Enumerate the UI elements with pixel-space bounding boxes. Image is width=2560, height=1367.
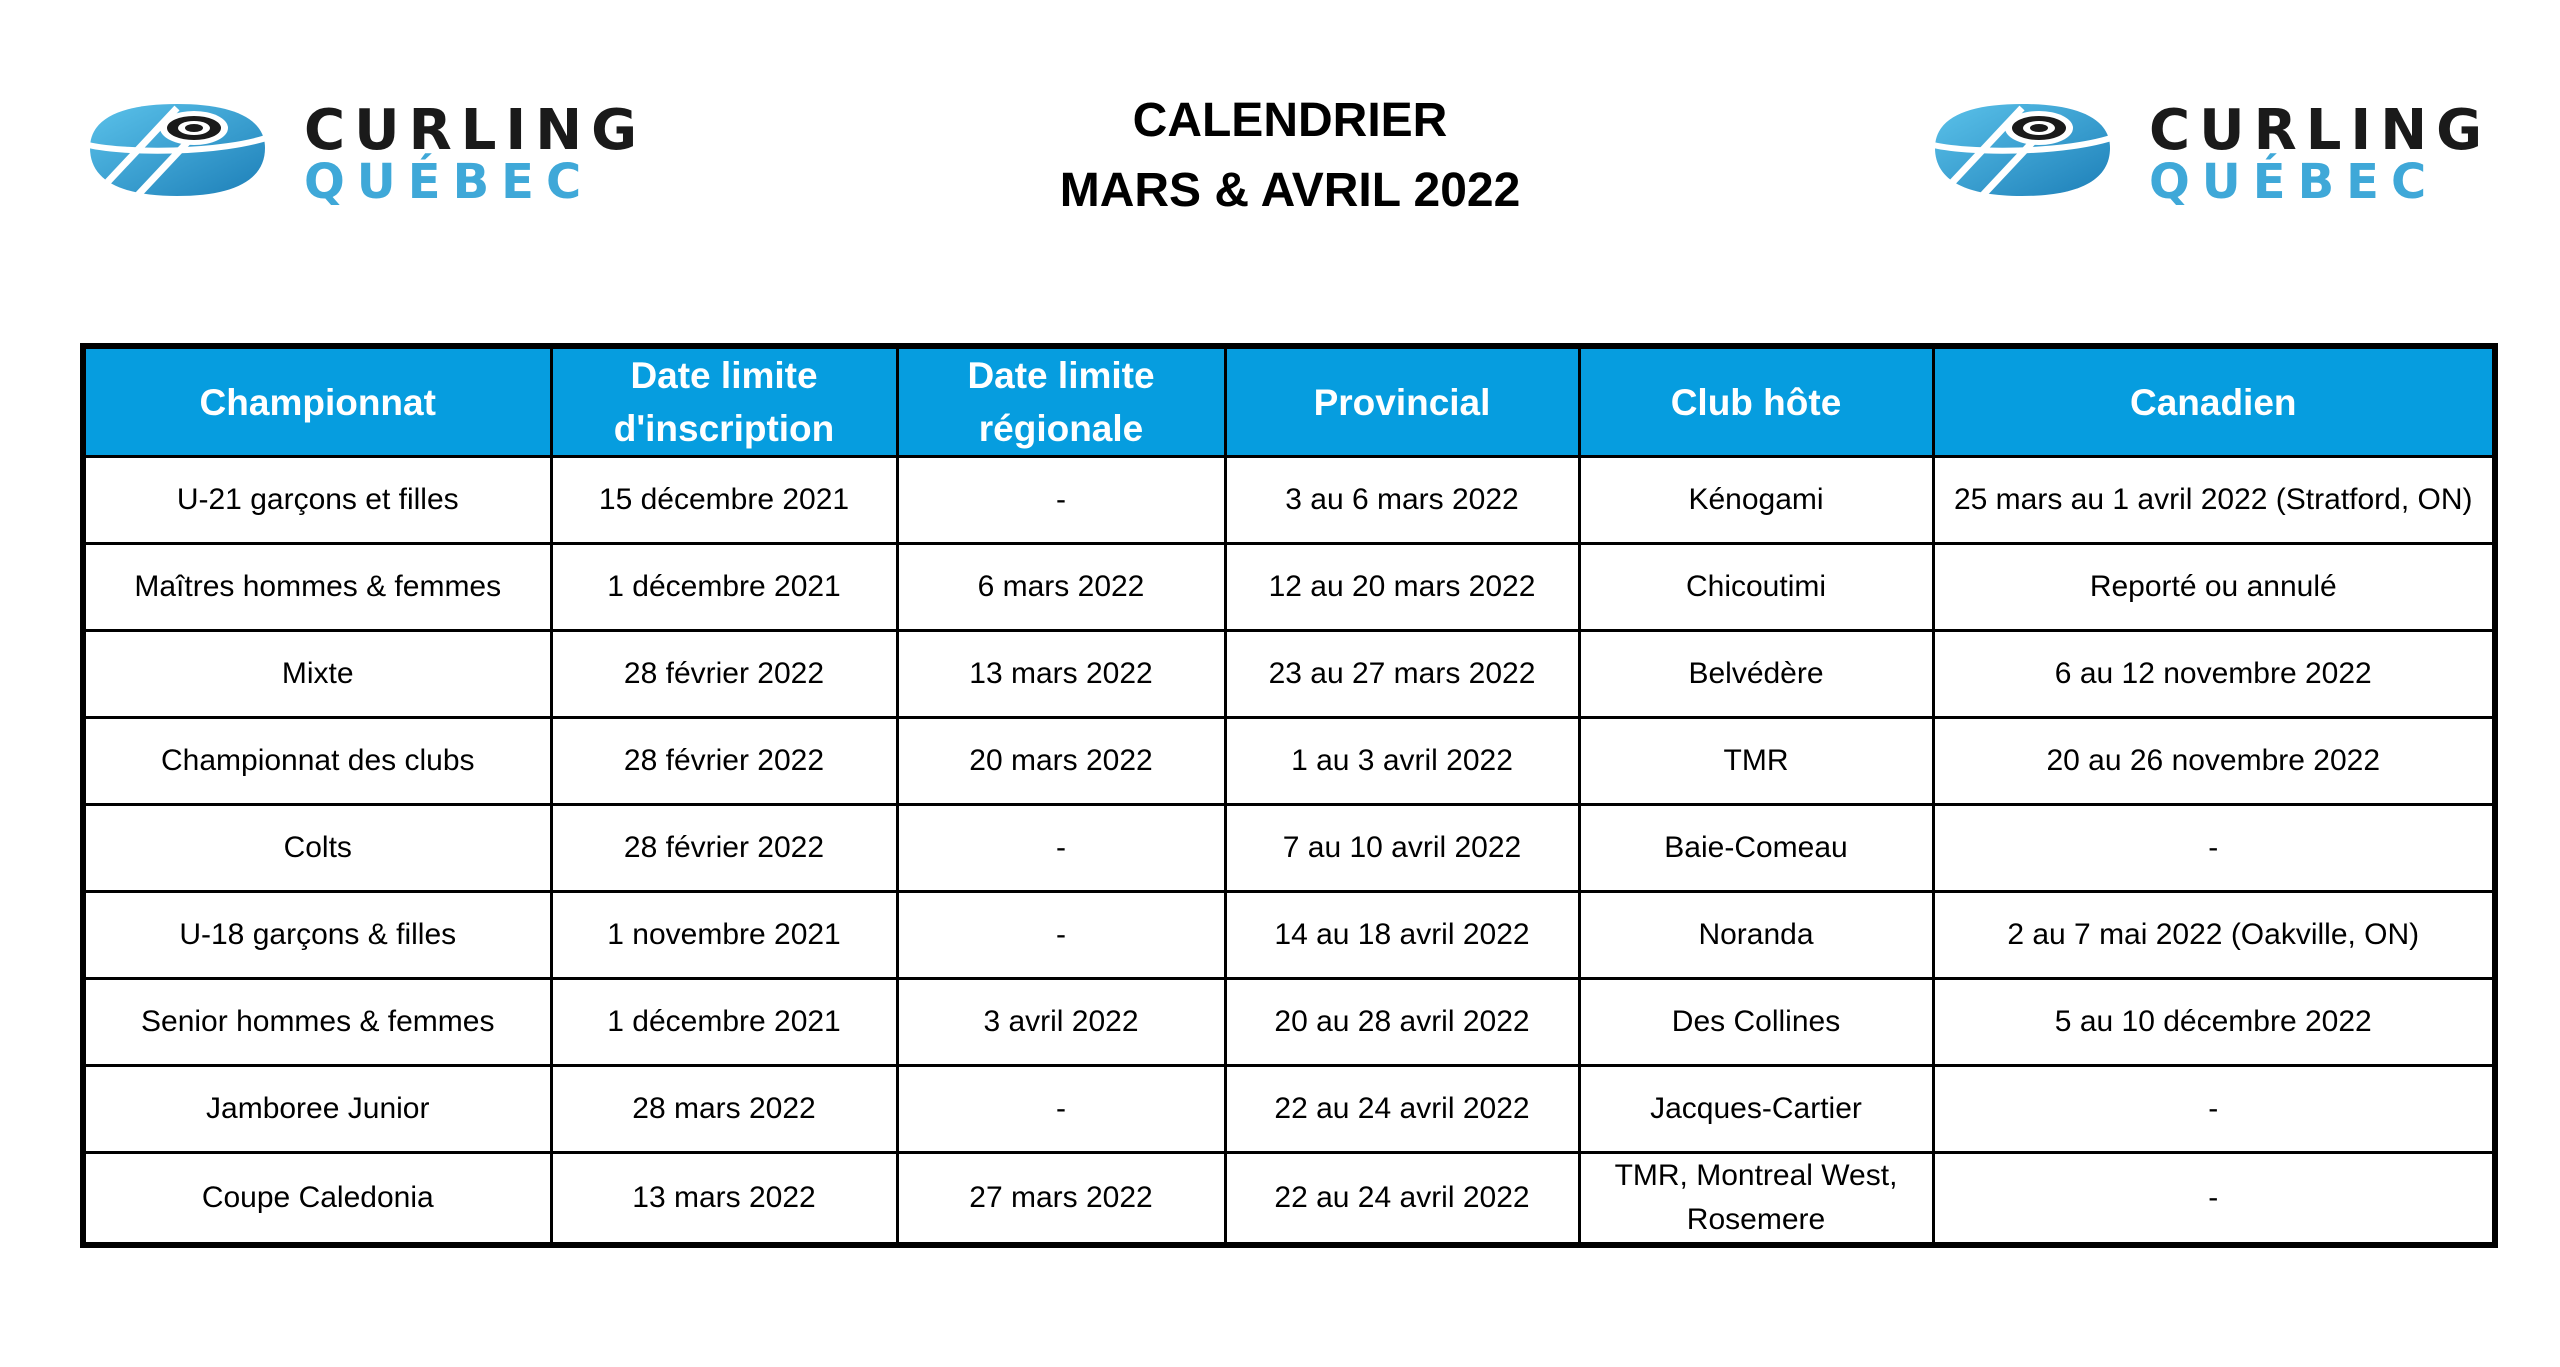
cell-date-regionale: 3 avril 2022 bbox=[897, 979, 1225, 1066]
cell-canadien: 25 mars au 1 avril 2022 (Stratford, ON) bbox=[1933, 457, 2495, 544]
cell-canadien: 20 au 26 novembre 2022 bbox=[1933, 718, 2495, 805]
cell-canadien: 2 au 7 mai 2022 (Oakville, ON) bbox=[1933, 892, 2495, 979]
table-row bbox=[83, 1153, 2495, 1246]
logo-quebec-text: QUÉBEC bbox=[304, 154, 594, 206]
header-club-hote: Club hôte bbox=[1579, 346, 1933, 457]
table-row bbox=[83, 979, 2495, 1066]
cell-date-regionale: - bbox=[897, 805, 1225, 892]
cell-date-regionale: - bbox=[897, 892, 1225, 979]
title-line-1: CALENDRIER bbox=[1132, 94, 1448, 147]
cell-club-hote: Jacques-Cartier bbox=[1579, 1066, 1933, 1153]
cell-championnat: Maîtres hommes & femmes bbox=[83, 544, 551, 631]
cell-canadien: - bbox=[1933, 1066, 2495, 1153]
cell-provincial: 23 au 27 mars 2022 bbox=[1225, 631, 1579, 718]
cell-provincial: 1 au 3 avril 2022 bbox=[1225, 718, 1579, 805]
cell-championnat: Mixte bbox=[83, 631, 551, 718]
cell-canadien: - bbox=[1933, 805, 2495, 892]
logo-quebec-text: QUÉBEC bbox=[2149, 154, 2439, 206]
cell-provincial: 7 au 10 avril 2022 bbox=[1225, 805, 1579, 892]
cell-canadien: - bbox=[1933, 1153, 2495, 1246]
cell-provincial: 12 au 20 mars 2022 bbox=[1225, 544, 1579, 631]
cell-provincial: 3 au 6 mars 2022 bbox=[1225, 457, 1579, 544]
cell-date-inscription: 13 mars 2022 bbox=[551, 1153, 897, 1246]
curling-stone-icon bbox=[1927, 96, 2502, 206]
cell-canadien: 6 au 12 novembre 2022 bbox=[1933, 631, 2495, 718]
cell-canadien: Reporté ou annulé bbox=[1933, 544, 2495, 631]
curling-quebec-logo-right bbox=[1927, 96, 2502, 206]
table-row bbox=[83, 631, 2495, 718]
cell-club-hote: Kénogami bbox=[1579, 457, 1933, 544]
table-row bbox=[83, 1066, 2495, 1153]
page-title bbox=[880, 86, 1700, 226]
cell-date-inscription: 28 février 2022 bbox=[551, 631, 897, 718]
cell-provincial: 22 au 24 avril 2022 bbox=[1225, 1153, 1579, 1246]
cell-date-inscription: 15 décembre 2021 bbox=[551, 457, 897, 544]
cell-championnat: Senior hommes & femmes bbox=[83, 979, 551, 1066]
cell-date-inscription: 28 février 2022 bbox=[551, 718, 897, 805]
cell-date-inscription: 1 décembre 2021 bbox=[551, 979, 897, 1066]
championship-schedule-table bbox=[80, 343, 2498, 1248]
logo-curling-text: CURLING bbox=[2149, 98, 2492, 163]
header-championnat: Championnat bbox=[83, 346, 551, 457]
title-line-2: MARS & AVRIL 2022 bbox=[1059, 164, 1521, 217]
cell-provincial: 14 au 18 avril 2022 bbox=[1225, 892, 1579, 979]
table-header-row bbox=[83, 346, 2495, 457]
table-row bbox=[83, 718, 2495, 805]
cell-club-hote: TMR bbox=[1579, 718, 1933, 805]
cell-club-hote: Chicoutimi bbox=[1579, 544, 1933, 631]
cell-club-hote: TMR, Montreal West, Rosemere bbox=[1579, 1153, 1933, 1246]
cell-date-regionale: 6 mars 2022 bbox=[897, 544, 1225, 631]
cell-date-regionale: 27 mars 2022 bbox=[897, 1153, 1225, 1246]
cell-championnat: Coupe Caledonia bbox=[83, 1153, 551, 1246]
cell-canadien: 5 au 10 décembre 2022 bbox=[1933, 979, 2495, 1066]
cell-club-hote: Des Collines bbox=[1579, 979, 1933, 1066]
cell-date-regionale: - bbox=[897, 457, 1225, 544]
cell-championnat: Championnat des clubs bbox=[83, 718, 551, 805]
logo-curling-text: CURLING bbox=[304, 98, 647, 163]
cell-date-inscription: 28 mars 2022 bbox=[551, 1066, 897, 1153]
curling-quebec-logo-left bbox=[82, 96, 657, 206]
table-row bbox=[83, 892, 2495, 979]
cell-date-inscription: 28 février 2022 bbox=[551, 805, 897, 892]
cell-championnat: Jamboree Junior bbox=[83, 1066, 551, 1153]
cell-date-regionale: 13 mars 2022 bbox=[897, 631, 1225, 718]
cell-club-hote: Belvédère bbox=[1579, 631, 1933, 718]
cell-date-inscription: 1 novembre 2021 bbox=[551, 892, 897, 979]
cell-provincial: 22 au 24 avril 2022 bbox=[1225, 1066, 1579, 1153]
cell-date-regionale: 20 mars 2022 bbox=[897, 718, 1225, 805]
header-provincial: Provincial bbox=[1225, 346, 1579, 457]
cell-club-hote: Baie-Comeau bbox=[1579, 805, 1933, 892]
cell-championnat: Colts bbox=[83, 805, 551, 892]
header-date-limite-regionale: Date limite régionale bbox=[897, 346, 1225, 457]
table-row bbox=[83, 805, 2495, 892]
cell-club-hote: Noranda bbox=[1579, 892, 1933, 979]
curling-stone-icon bbox=[82, 96, 657, 206]
cell-date-inscription: 1 décembre 2021 bbox=[551, 544, 897, 631]
header-canadien: Canadien bbox=[1933, 346, 2495, 457]
cell-date-regionale: - bbox=[897, 1066, 1225, 1153]
table-row bbox=[83, 544, 2495, 631]
cell-provincial: 20 au 28 avril 2022 bbox=[1225, 979, 1579, 1066]
table-row bbox=[83, 457, 2495, 544]
header-date-limite-inscription: Date limite d'inscription bbox=[551, 346, 897, 457]
cell-championnat: U-18 garçons & filles bbox=[83, 892, 551, 979]
cell-championnat: U-21 garçons et filles bbox=[83, 457, 551, 544]
